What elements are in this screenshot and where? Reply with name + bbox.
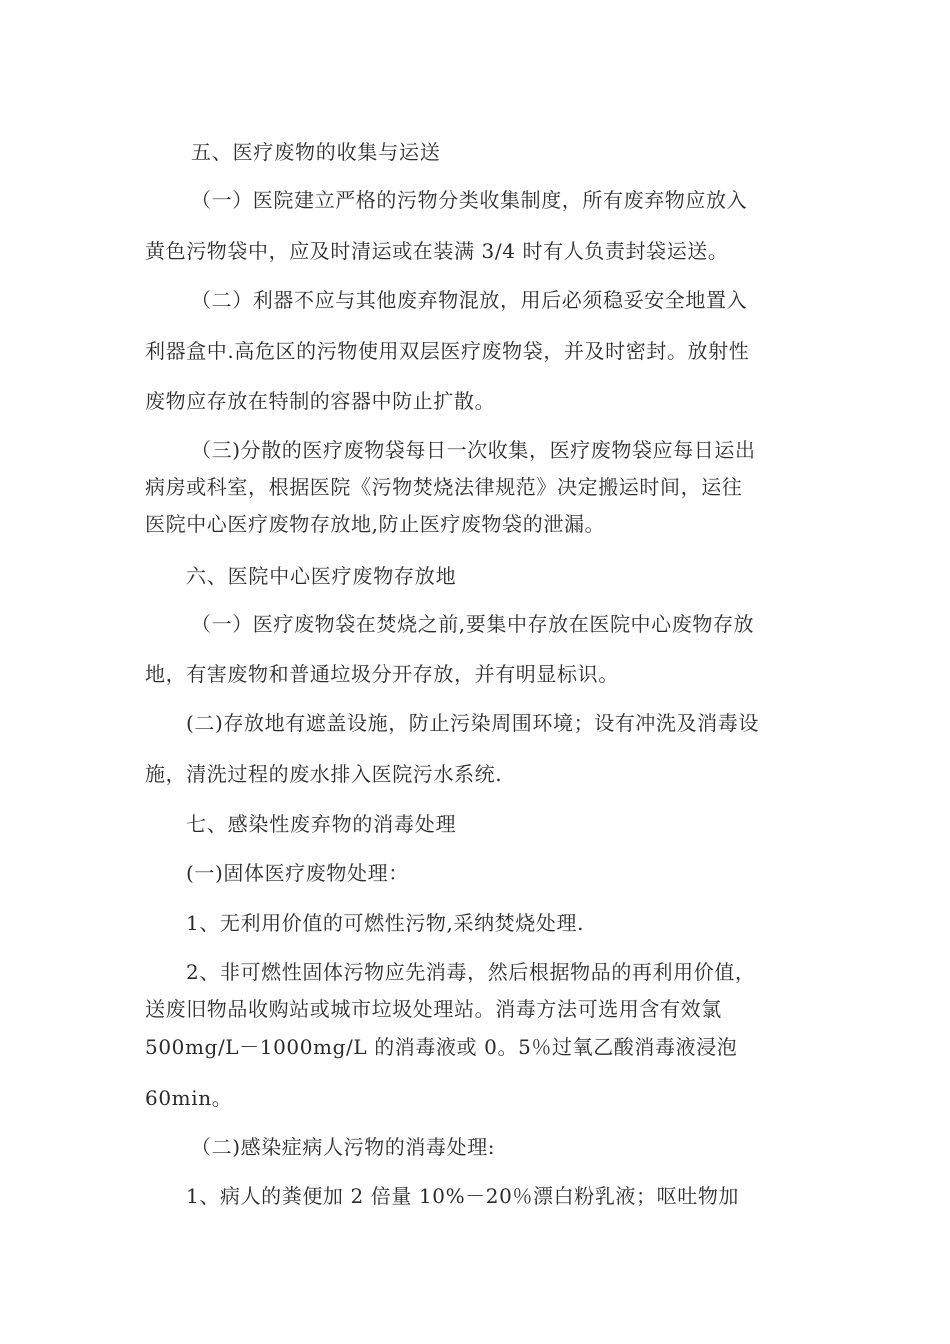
paragraph-line: 地，有害废物和普通垃圾分开存放，并有明显标识。 — [145, 662, 619, 686]
paragraph-line: 病房或科室，根据医院《污物焚烧法律规范》决定搬运时间，运往 — [145, 475, 743, 499]
paragraph-line: (一)固体医疗废物处理： — [186, 861, 409, 885]
paragraph-line: （一）医院建立严格的污物分类收集制度，所有废弃物应放入 — [191, 188, 748, 212]
section-heading-5: 五、医疗废物的收集与运送 — [191, 140, 441, 164]
paragraph-line: 利器盒中.高危区的污物使用双层医疗废物袋，并及时密封。放射性 — [145, 339, 750, 363]
paragraph-line: （二）利器不应与其他废弃物混放，用后必须稳妥安全地置入 — [191, 288, 748, 312]
paragraph-line: 送废旧物品收购站或城市垃圾处理站。消毒方法可选用含有效氯 — [145, 997, 722, 1021]
paragraph-line: (二)存放地有遮盖设施，防止污染周围环境；设有冲洗及消毒设 — [186, 711, 760, 735]
paragraph-line: 1、无利用价值的可燃性污物,采纳焚烧处理. — [186, 911, 585, 935]
paragraph-line: （三)分散的医疗废物袋每日一次收集，医疗废物袋应每日运出 — [191, 438, 756, 462]
paragraph-line: 500mg/L－1000mg/L 的消毒液或 0。5％过氧乙酸消毒液浸泡 — [145, 1035, 738, 1059]
paragraph-line: 1、病人的粪便加 2 倍量 10%－20％漂白粉乳液；呕吐物加 — [186, 1184, 740, 1208]
paragraph-line: 施，清洗过程的废水排入医院污水系统. — [145, 762, 503, 786]
paragraph-line: 医院中心医疗废物存放地,防止医疗废物袋的泄漏。 — [145, 512, 606, 536]
paragraph-line: （二)感染症病人污物的消毒处理: — [191, 1135, 496, 1159]
section-heading-6: 六、医院中心医疗废物存放地 — [186, 564, 457, 588]
paragraph-line: 60min。 — [145, 1086, 233, 1110]
paragraph-line: 黄色污物袋中，应及时清运或在装满 3/4 时有人负责封袋运送。 — [145, 239, 729, 263]
paragraph-line: 废物应存放在特制的容器中防止扩散。 — [145, 389, 496, 413]
paragraph-line: 2、非可燃性固体污物应先消毒，然后根据物品的再利用价值， — [186, 960, 756, 984]
section-heading-7: 七、感染性废弃物的消毒处理 — [186, 812, 457, 836]
paragraph-line: （一）医疗废物袋在焚烧之前,要集中存放在医院中心废物存放 — [191, 612, 755, 636]
